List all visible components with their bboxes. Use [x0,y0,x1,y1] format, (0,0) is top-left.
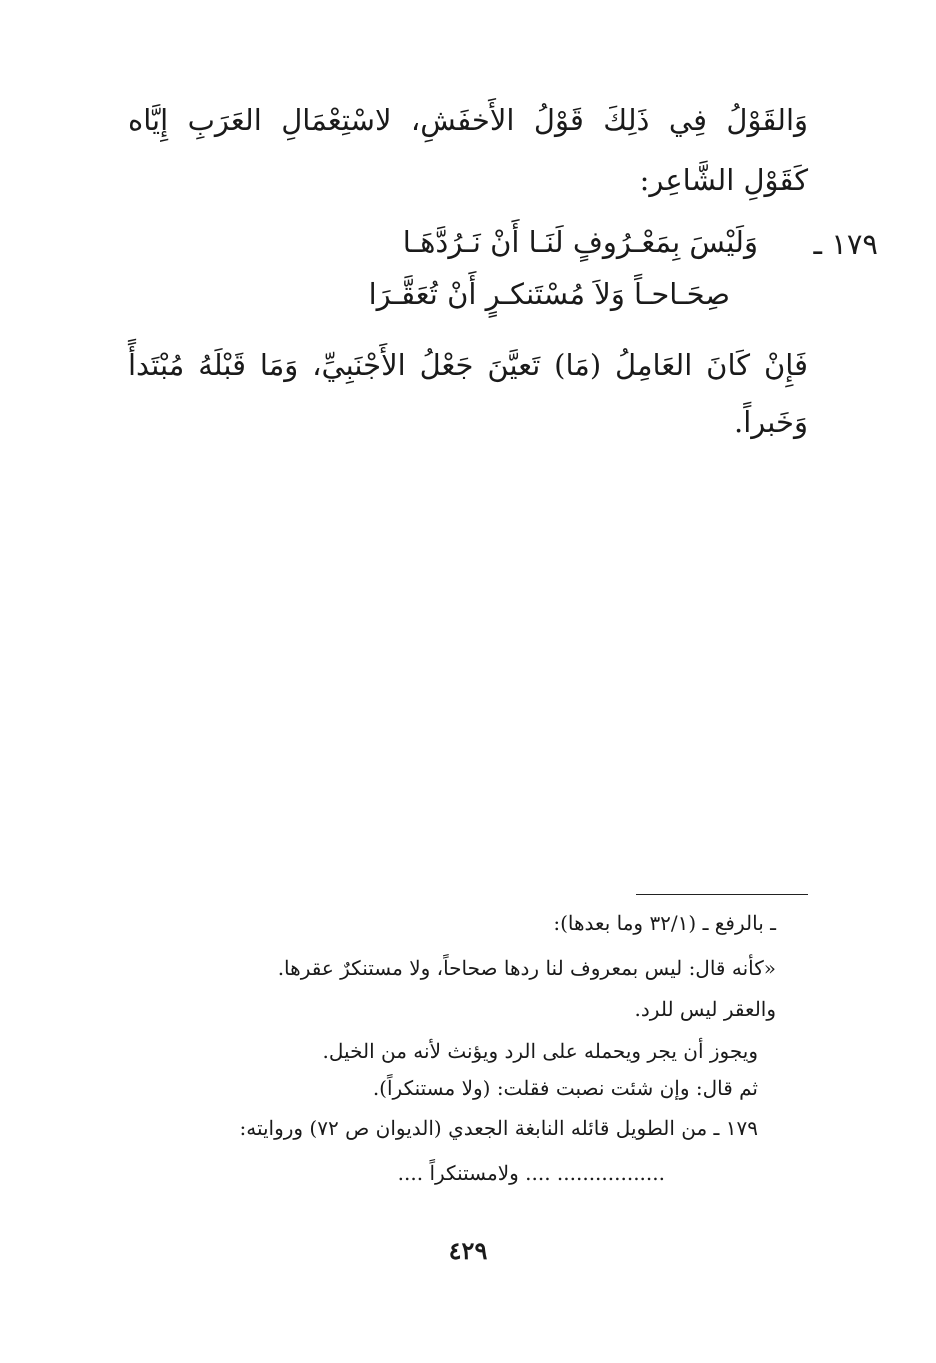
footnote-line-5: ثم قال: وإن شئت نصبت فقلت: (ولا مستنكراً). [372,1076,758,1100]
body-text-line-1: وَالقَوْلُ فِي ذَلِكَ قَوْلُ الأَخفَشِ، لاسْتِعْمَالِ العَرَبِ إِيَّاه [128,103,808,137]
page-number: ٤٢٩ [448,1236,488,1265]
footnote-line-6: ١٧٩ ـ من الطويل قائله النابغة الجعدي (الديوان ص ٧٢) وروايته: [239,1116,758,1140]
footnote-line-2: «كأنه قال: ليس بمعروف لنا ردها صحاحاً، ولا مستنكرٌ عقرها. [277,956,776,980]
footnote-line-1: ـ بالرفع ـ (٣٢/١ وما بعدها): [553,911,776,935]
verse-first-hemistich: وَلَيْسَ بِمَعْـرُوفٍ لَنَـا أَنْ نَـرُدَّهَـا [402,225,758,259]
footnote-line-7: ................. .... ولامستنكراً .... [397,1161,665,1185]
footnote-line-3: والعقر ليس للرد. [634,997,776,1021]
footnote-separator [636,894,808,895]
body-text-line-3: فَإِنْ كَانَ العَامِلُ (مَا) تَعيَّنَ جَعْلُ الأَجْنَبِيِّ، وَمَا قَبْلَهُ مُبْتَدأً [128,348,808,382]
verse-number: ١٧٩ ـ [813,227,878,261]
body-text-line-2: كَقَوْلِ الشَّاعِر: [639,163,808,197]
verse-second-hemistich: صِحَـاحـاً وَلاَ مُسْتَنكـرٍ أَنْ تُعَقَّـرَا [368,277,730,311]
body-text-line-4: وَخَبراً. [734,405,808,439]
footnote-line-4: ويجوز أن يجر ويحمله على الرد ويؤنث لأنه من الخيل. [322,1039,758,1063]
